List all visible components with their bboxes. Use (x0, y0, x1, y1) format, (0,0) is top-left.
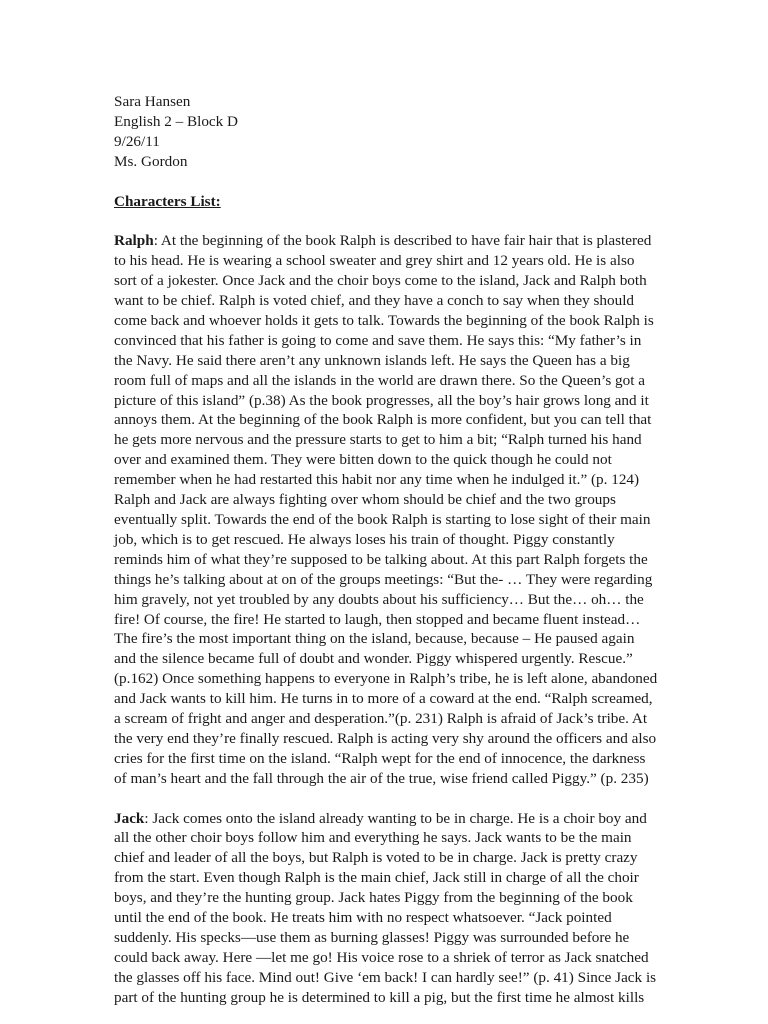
section-title: Characters List: (114, 192, 221, 210)
character-paragraph-ralph (114, 231, 660, 788)
character-name: Jack (114, 809, 145, 827)
character-paragraph-jack (114, 809, 660, 1008)
character-description: : At the beginning of the book Ralph is described to have fair hair that is plastered to his head. He is wearing a school sweater and grey shirt and 12 years old. He is also sort of a jokester. Once Jack and the choir boys come to the island, Jack and Ralph both want to be chief. Ralph is voted chief, and they have a conch to say when they should come back and whoever holds it gets to talk. Towards the beginning of the book Ralph is convinced that his father is going to come and save them. He says this: “My father’s in the Navy. He said there aren’t any unknown islands left. He says the Queen has a big room full of maps and all the islands in the world are drawn there. So the Queen’s got a picture of this island” (p.38) As the book progresses, all the boy’s hair grows long and it annoys them. At the beginning of the book Ralph is more confident, but you can tell that he gets more nervous and the pressure starts to get to him a bit; “Ralph turned his hand over and examined them. They were bitten down to the quick though he could not remember when he had restarted this habit nor any time when he indulged it.” (p. 124) Ralph and Jack are always fighting over whom should be chief and the two groups eventually split. Towards the end of the book Ralph is starting to lose sight of their main job, which is to get rescued. He always loses his train of thought. Piggy constantly reminds him of what they’re supposed to be talking about. At this part Ralph forgets the things he’s talking about at on of the groups meetings: “But the- … They were regarding him gravely, not yet troubled by any doubts about his sufficiency… But the… oh… the fire! Of course, the fire! He started to laugh, then stopped and became fluent instead… The fire’s the most important thing on the island, because, because – He paused again and the silence became full of doubt and wonder. Piggy whispered urgently. Rescue.” (p.162) Once something happens to everyone in Ralph’s tribe, he is left alone, abandoned and Jack wants to kill him. He turns in to more of a coward at the end. “Ralph screamed, a scream of fright and anger and desperation.”(p. 231) Ralph is afraid of Jack’s tribe. At the very end they’re finally rescued. Ralph is acting very shy around the officers and also cries for the first time on the island. “Ralph wept for the end of innocence, the darkness of man’s heart and the fall through the air of the true, wise friend called Piggy.” (p. 235) (114, 232, 658, 787)
document-page (114, 92, 660, 1008)
document-header (114, 92, 660, 172)
document-date: 9/26/11 (114, 132, 160, 150)
character-description: : Jack comes onto the island already wanting to be in charge. He is a choir boy and all the other choir boys follow him and everything he says. Jack wants to be the main chief and leader of all the boys, but Ralph is voted to be in charge. Jack is pretty crazy from the start. Even though Ralph is the main chief, Jack still in charge of all the choir boys, and they’re the hunting group. Jack hates Piggy from the beginning of the book until the end of the book. He treats him with no respect whatsoever. “Jack pointed suddenly. His specks—use them as burning glasses! Piggy was surrounded before he could back away. Here —let me go! His voice rose to a shriek of terror as Jack snatched the glasses off his face. Mind out! Give ‘em back! I can hardly see!” (p. 41) Since Jack is part of the hunting group he is determined to kill a pig, but the first time he almost kills (114, 809, 657, 1006)
author-name: Sara Hansen (114, 93, 191, 110)
character-name: Ralph (114, 232, 154, 250)
teacher-name: Ms. Gordon (114, 152, 188, 170)
class-block: English 2 – Block D (114, 112, 239, 130)
